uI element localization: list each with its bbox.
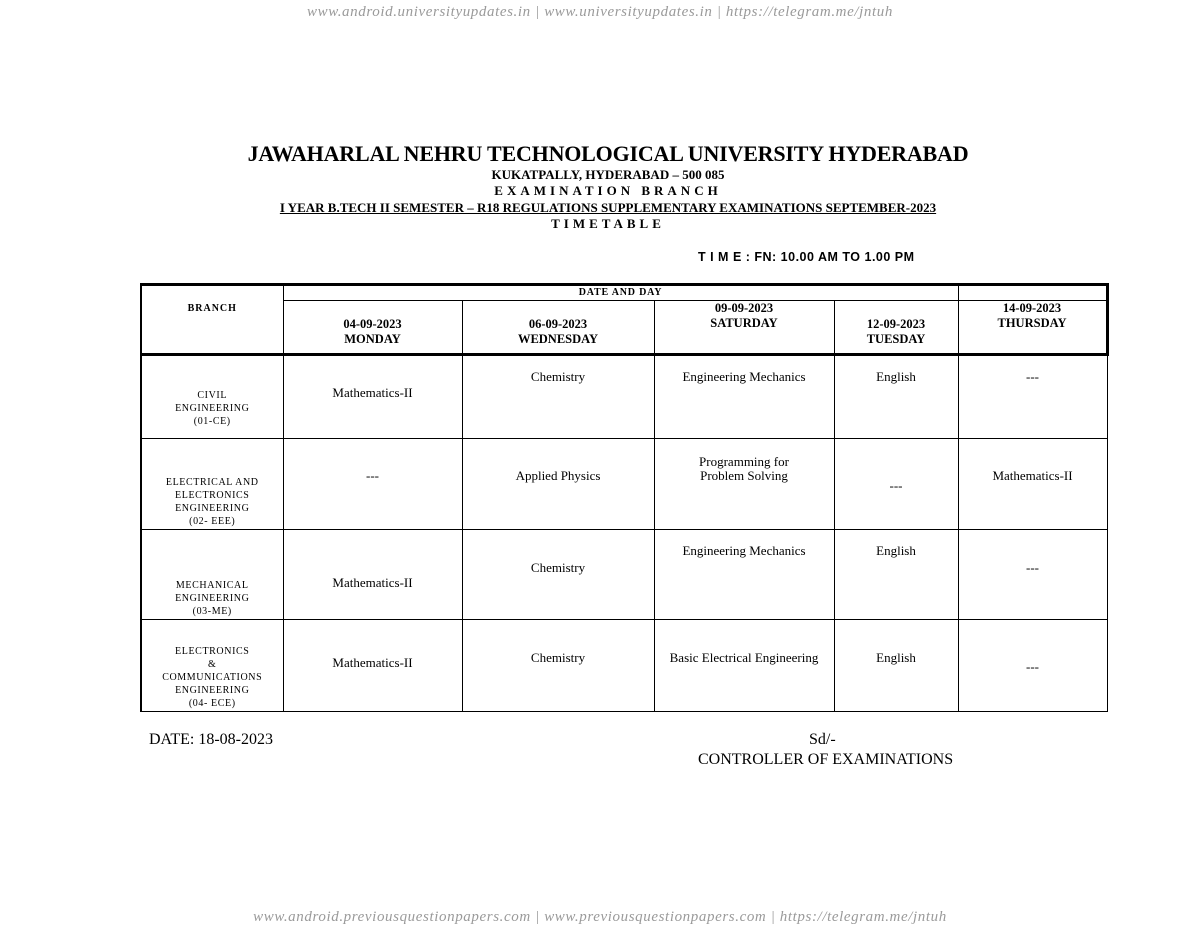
subject-cell: English [834, 355, 958, 439]
examination-branch: EXAMINATION BRANCH [494, 183, 722, 198]
date-header [654, 301, 834, 355]
branch-line: (01-CE) [193, 416, 231, 427]
university-address: KUKATPALLY, HYDERABAD – 500 085 [491, 167, 725, 182]
subject-cell: Applied Physics [462, 439, 654, 530]
subject-line: Programming for [699, 454, 789, 469]
day-value: WEDNESDAY [517, 332, 599, 346]
branch-line: ELECTRONICS [175, 646, 250, 657]
branch-line: (03-ME) [192, 606, 232, 617]
subject-cell: --- [958, 355, 1107, 439]
table-row [141, 439, 1107, 530]
date-and-day-header: DATE AND DAY [283, 285, 958, 301]
subject-cell: Engineering Mechanics [654, 530, 834, 620]
exam-time: T I M E : FN: 10.00 AM TO 1.00 PM [698, 250, 915, 264]
date-value: 09-09-2023 [714, 301, 774, 315]
date-and-day-blank [958, 285, 1107, 301]
table-row [141, 620, 1107, 712]
subject-cell: English [834, 530, 958, 620]
subject-cell: --- [283, 439, 462, 530]
signature: Sd/- [809, 731, 836, 748]
date-header [834, 301, 958, 355]
subject-cell: Engineering Mechanics [654, 355, 834, 439]
subject-cell: Basic Electrical Engineering [654, 620, 834, 712]
date-header [958, 301, 1107, 355]
subject-cell: Chemistry [462, 620, 654, 712]
date-value: 12-09-2023 [866, 317, 926, 331]
subject-line: Problem Solving [700, 468, 788, 483]
branch-line: COMMUNICATIONS [162, 672, 263, 683]
subject-cell: Chemistry [462, 530, 654, 620]
subject-cell: --- [958, 620, 1107, 712]
day-value: THURSDAY [997, 316, 1067, 330]
day-value: SATURDAY [710, 316, 778, 330]
notice-date: DATE: 18-08-2023 [149, 731, 273, 748]
subject-cell: Chemistry [462, 355, 654, 439]
controller-of-examinations: CONTROLLER OF EXAMINATIONS [698, 751, 954, 768]
timetable-heading: TIMETABLE [551, 216, 665, 231]
day-value: MONDAY [344, 332, 401, 346]
branch-line: MECHANICAL [175, 580, 249, 591]
branch-cell [141, 439, 283, 530]
branch-line: ELECTRICAL AND [165, 477, 259, 488]
date-value: 06-09-2023 [528, 317, 588, 331]
branch-line: ENGINEERING [175, 593, 250, 604]
exam-title: I YEAR B.TECH II SEMESTER – R18 REGULATIONS SUPPLEMENTARY EXAMINATIONS SEPTEMBER-2023 [279, 200, 937, 215]
subject-cell: Mathematics-II [958, 439, 1107, 530]
branch-line: ELECTRONICS [175, 490, 250, 501]
date-value: 04-09-2023 [343, 317, 402, 331]
table-row [141, 530, 1107, 620]
branch-cell [141, 355, 283, 439]
branch-line: ENGINEERING [175, 685, 250, 696]
watermark-bottom: www.android.previousquestionpapers.com | www.previousquestionpapers.com | https://telegram.me/jntuh [253, 909, 947, 925]
date-header [462, 301, 654, 355]
branch-cell [141, 530, 283, 620]
table-row [141, 355, 1107, 439]
timetable-table [140, 283, 1109, 712]
branch-line: (02- EEE) [189, 516, 236, 527]
watermark-top: www.android.universityupdates.in | www.universityupdates.in | https://telegram.me/jntuh [307, 4, 893, 20]
branch-line: CIVIL [197, 390, 228, 401]
branch-header: BRANCH [141, 285, 283, 355]
subject-cell: Mathematics-II [283, 355, 462, 439]
subject-cell: --- [834, 439, 958, 530]
date-header [283, 301, 462, 355]
subject-cell: English [834, 620, 958, 712]
branch-line: (04- ECE) [188, 698, 236, 709]
branch-cell [141, 620, 283, 712]
day-value: TUESDAY [866, 332, 926, 346]
subject-cell: Mathematics-II [283, 620, 462, 712]
subject-cell: --- [958, 530, 1107, 620]
branch-line: ENGINEERING [175, 403, 250, 414]
date-value: 14-09-2023 [1002, 301, 1062, 315]
branch-line: & [208, 659, 217, 670]
branch-line: ENGINEERING [175, 503, 250, 514]
university-title: JAWAHARLAL NEHRU TECHNOLOGICAL UNIVERSITY HYDERABAD [247, 141, 969, 166]
subject-cell [654, 439, 834, 530]
subject-cell: Mathematics-II [283, 530, 462, 620]
